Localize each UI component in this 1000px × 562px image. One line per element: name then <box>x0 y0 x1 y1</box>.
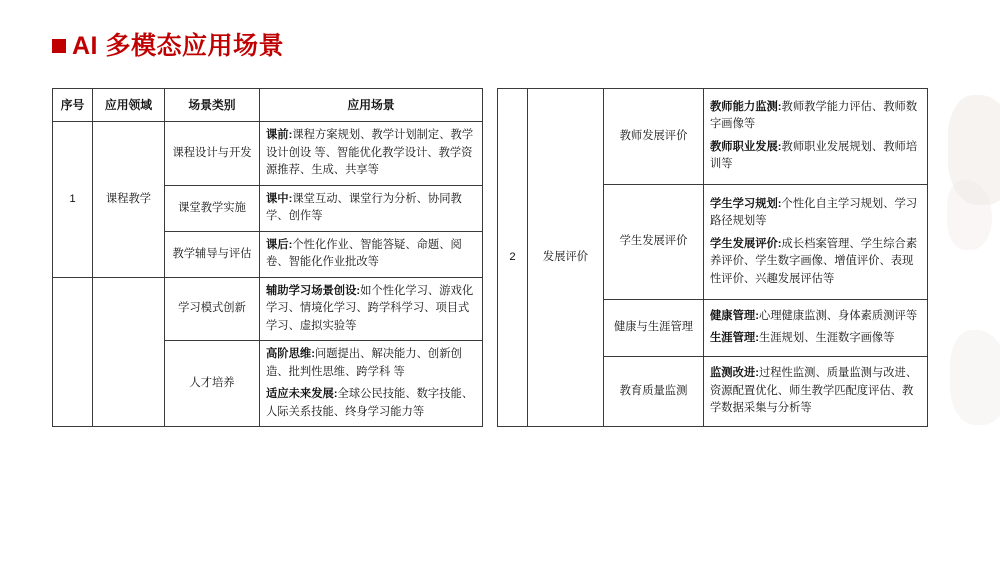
scene-lead: 辅助学习场景创设: <box>266 284 361 297</box>
scene-text: 全球公民技能、数字技能、人际关系技能、终身学习能力等 <box>266 388 474 418</box>
scene-lead: 健康管理: <box>710 309 759 322</box>
scene-lead: 课前: <box>266 129 293 142</box>
scene-text: 成长档案管理、学生综合素养评价、学生数字画像、增值评价、表现性评价、兴趣发展评估等 <box>710 237 918 285</box>
cell-category: 教学辅导与评估 <box>165 231 260 277</box>
scene-lead: 教师能力监测: <box>710 100 782 113</box>
header-domain: 应用领域 <box>93 89 165 122</box>
header-index: 序号 <box>53 89 93 122</box>
scene-lead: 课中: <box>266 192 293 205</box>
table-row <box>53 122 483 186</box>
scene-lead: 高阶思维: <box>266 348 315 361</box>
table-course-teaching <box>52 88 483 427</box>
scene-lead: 学生学习规划: <box>710 197 782 210</box>
cell-category: 人才培养 <box>165 341 260 427</box>
cell-domain: 发展评价 <box>528 89 604 427</box>
cell-category: 教师发展评价 <box>604 89 704 185</box>
cell-category: 学生发展评价 <box>604 184 704 299</box>
table-row <box>53 277 483 341</box>
cell-category: 课程设计与开发 <box>165 122 260 186</box>
scene-lead: 生涯管理: <box>710 332 759 345</box>
cell-category: 学习模式创新 <box>165 277 260 341</box>
scene-lead: 监测改进: <box>710 367 759 380</box>
cell-scene <box>704 356 928 427</box>
scene-lead: 教师职业发展: <box>710 140 782 153</box>
cell-index: 1 <box>53 122 93 278</box>
cell-domain: 课程教学 <box>93 122 165 278</box>
cell-scene <box>704 89 928 185</box>
cell-category: 课堂教学实施 <box>165 185 260 231</box>
scene-text: 心理健康监测、身体素质测评等 <box>758 309 918 322</box>
cell-domain <box>93 277 165 427</box>
header-category: 场景类别 <box>165 89 260 122</box>
table-row <box>498 89 928 185</box>
cell-index <box>53 277 93 427</box>
scene-text: 个性化自主学习规划、学习路径规划等 <box>710 197 918 228</box>
scene-lead: 适应未来发展: <box>266 388 338 401</box>
scene-text: 教师教学能力评估、教师数字画像等 <box>710 100 918 131</box>
cell-scene <box>260 122 483 186</box>
cell-scene <box>704 299 928 356</box>
cell-category: 教育质量监测 <box>604 356 704 427</box>
cell-scene <box>260 231 483 277</box>
tables-container <box>52 88 952 427</box>
table-development-evaluation <box>497 88 928 427</box>
cell-category: 健康与生涯管理 <box>604 299 704 356</box>
scene-text: 教师职业发展规划、教师培训等 <box>710 140 918 171</box>
page-title: AI 多模态应用场景 <box>72 32 284 60</box>
cell-scene <box>260 185 483 231</box>
scene-text: 如个性化学习、游戏化学习、情境化学习、跨学科学习、项目式学习、虚拟实验等 <box>266 284 474 332</box>
scene-lead: 课后: <box>266 238 293 251</box>
square-bullet-icon <box>52 39 66 53</box>
scene-text: 个性化作业、智能答疑、命题、阅卷、智能化作业批改等 <box>266 238 462 269</box>
scene-text: 过程性监测、质量监测与改进、资源配置优化、师生教学匹配度评估、教学数据采集与分析等 <box>710 367 918 415</box>
scene-text: 课堂互动、课堂行为分析、协同教学、创作等 <box>266 192 462 223</box>
scene-lead: 学生发展评价: <box>710 237 782 250</box>
cell-index: 2 <box>498 89 528 427</box>
slide-title <box>52 26 284 62</box>
scene-text: 问题提出、解决能力、创新创造、批判性思维、跨学科 等 <box>266 348 462 378</box>
cell-scene <box>260 277 483 341</box>
scene-text: 课程方案规划、教学计划制定、教学设计创设 等、智能优化教学设计、教学资源推荐、生成、共享等 <box>266 129 474 177</box>
scene-text: 生涯规划、生涯数字画像等 <box>758 332 895 345</box>
cell-scene <box>260 341 483 427</box>
cell-scene <box>704 184 928 299</box>
header-scene: 应用场景 <box>260 89 483 122</box>
table-header-row <box>53 89 483 122</box>
